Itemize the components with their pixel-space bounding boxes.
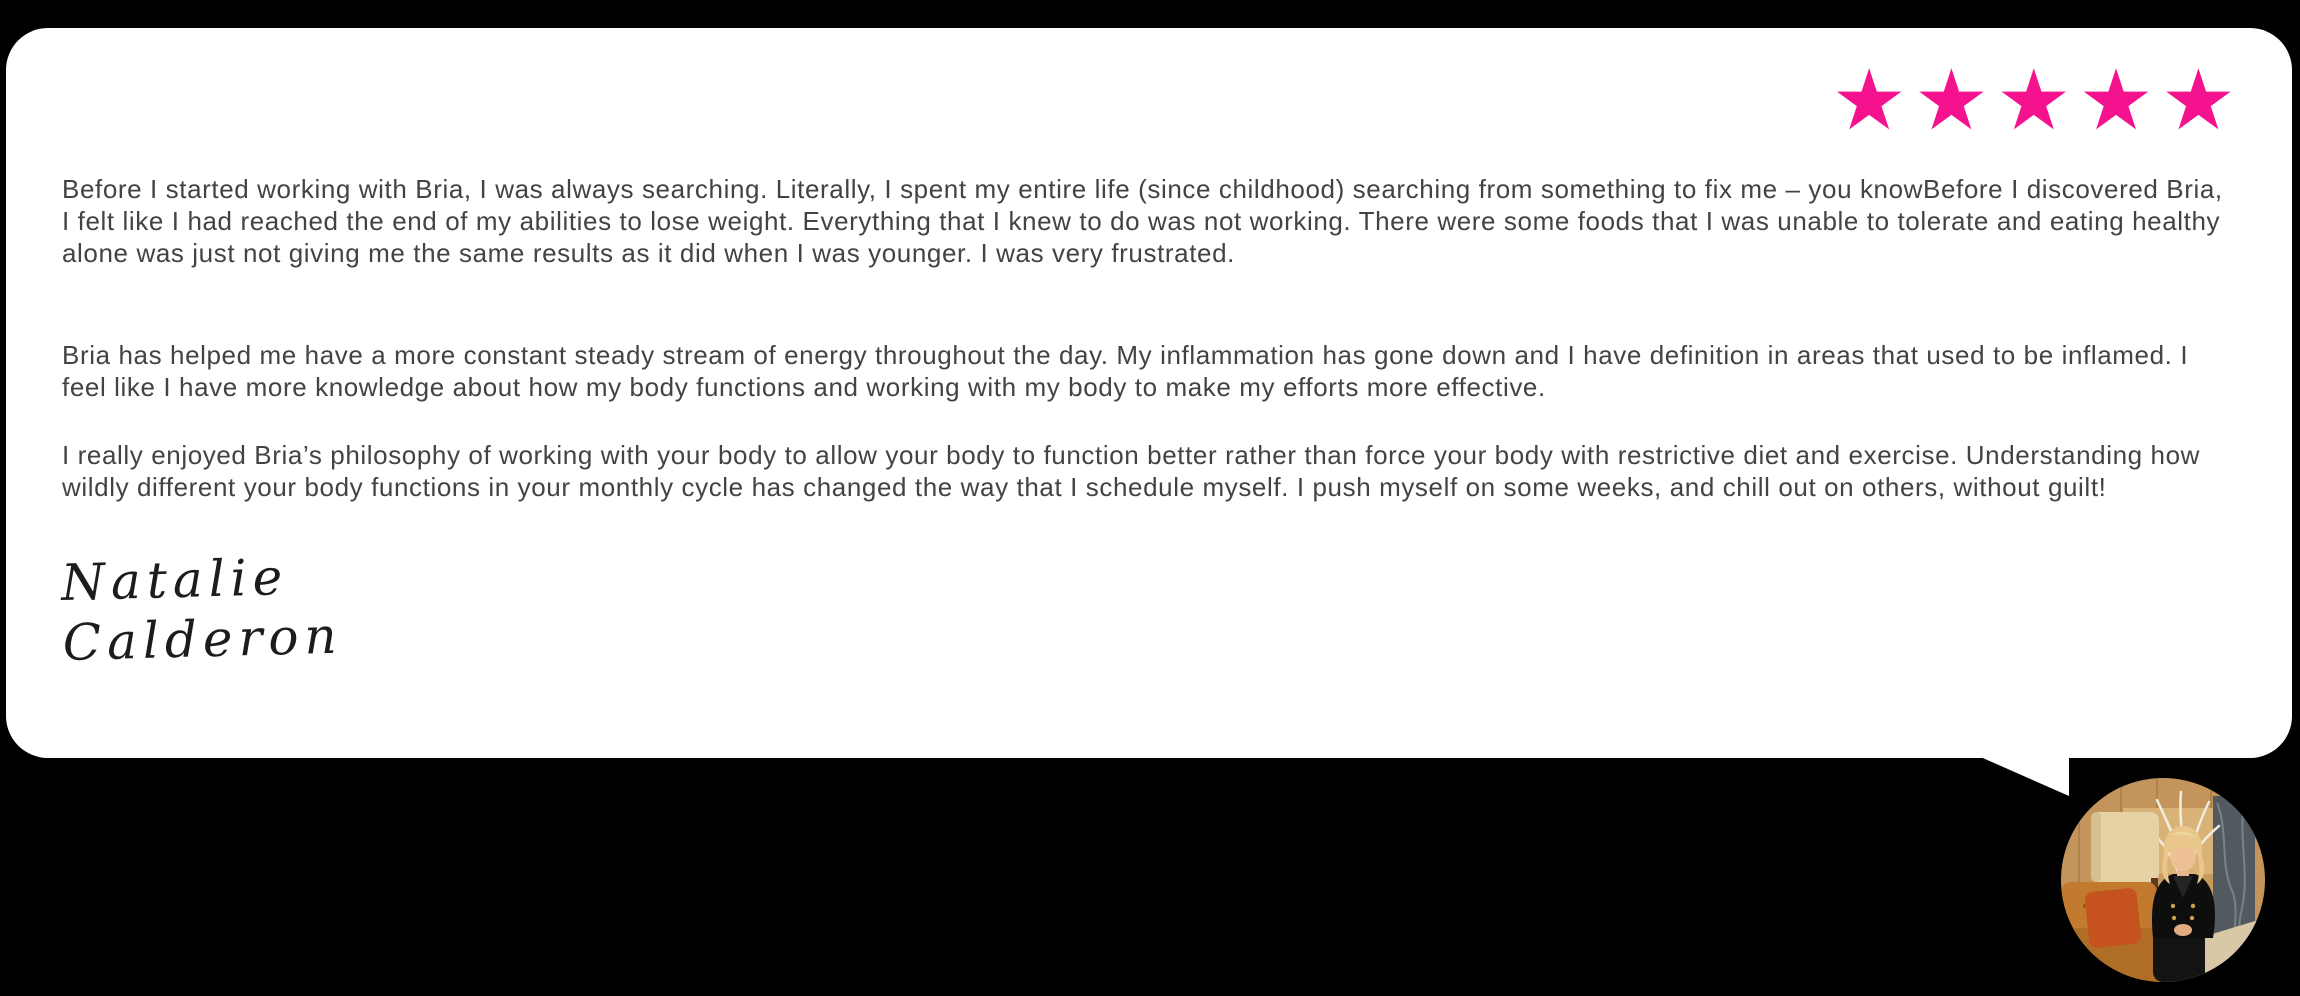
testimonial-paragraph-3: I really enjoyed Bria’s philosophy of working with your body to allow your body to function better rather than force your body with restrictive diet and exercise. Understanding how wildly different your body functions in your monthly cycle has changed the way that I schedule myself. I push myself on some weeks, and chill out on others, without guilt!	[62, 440, 2201, 502]
avatar	[2061, 778, 2265, 982]
star-rating	[1831, 51, 2236, 149]
star-icon: ★	[1831, 51, 1907, 149]
signature: Natalie Calderon	[60, 548, 344, 672]
avatar-photo	[2061, 778, 2265, 982]
speech-bubble-tail	[1976, 755, 2069, 796]
testimonial-paragraph-2: Bria has helped me have a more constant steady stream of energy throughout the day. My inflammation has gone down and I have definition in areas that used to be inflamed. I feel like I have more knowledge about how my body functions and working with my body to make my efforts more effective.	[62, 340, 2189, 402]
star-icon: ★	[2078, 51, 2154, 149]
star-icon: ★	[2160, 51, 2236, 149]
star-icon: ★	[1996, 51, 2072, 149]
testimonial-body	[62, 173, 2234, 673]
testimonial-paragraph-1: Before I started working with Bria, I was always searching. Literally, I spent my entire life (since childhood) searching from something to fix me – you knowBefore I discovered Bria, I felt like I had reached the end of my abilities to lose weight. Everything that I knew to do was not working. There were some foods that I was unable to tolerate and eating healthy alone was just not giving me the same results as it did when I was younger. I was very frustrated.	[62, 174, 2223, 268]
star-icon: ★	[1913, 51, 1990, 149]
testimonial-card	[6, 28, 2292, 758]
